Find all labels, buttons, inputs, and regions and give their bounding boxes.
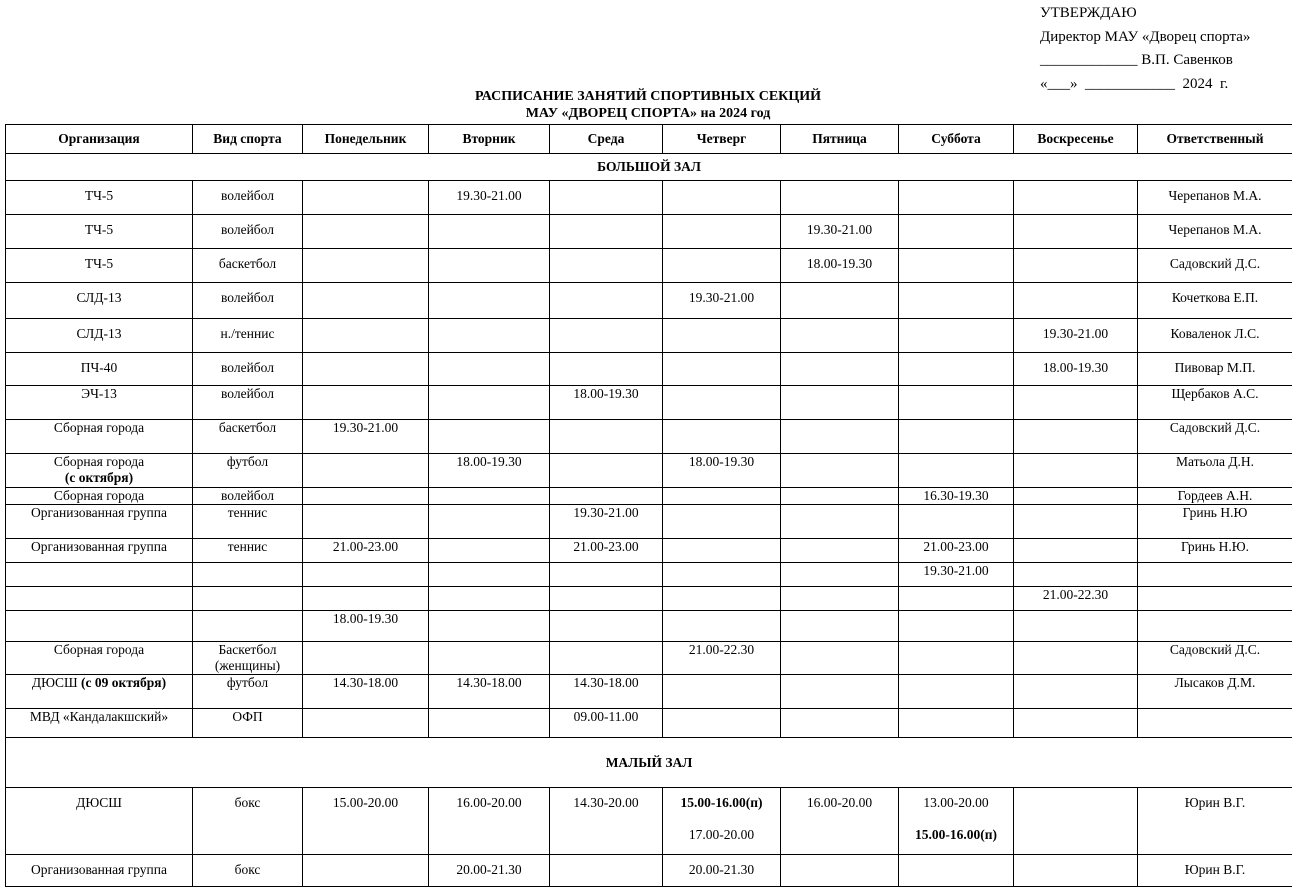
table-row [6,505,1292,539]
cell-organization: Организованная группа [6,505,193,539]
cell-saturday [899,675,1014,709]
cell-organization: ЭЧ-13 [6,386,193,420]
cell-friday [781,319,899,353]
cell-thursday [663,249,781,283]
cell-monday [303,642,429,675]
cell-saturday: 19.30-21.00 [899,563,1014,587]
cell-thursday: 20.00-21.30 [663,855,781,887]
table-row [6,587,1292,611]
cell-wednesday: 14.30-20.00 [550,788,663,855]
cell-sunday [1014,181,1138,215]
org-name: ДЮСШ [32,675,81,690]
table-row [6,420,1292,454]
cell-saturday: 21.00-23.00 [899,539,1014,563]
cell-saturday [899,505,1014,539]
cell-wednesday: 18.00-19.30 [550,386,663,420]
cell-responsible: Черепанов М.А. [1138,181,1292,215]
cell-thursday [663,215,781,249]
cell-friday [781,488,899,505]
cell-wednesday [550,181,663,215]
cell-saturday [899,611,1014,642]
section-small-hall: МАЛЫЙ ЗАЛ [6,738,1292,788]
cell-sport: бокс [193,788,303,855]
cell-sunday [1014,505,1138,539]
cell-tuesday [429,249,550,283]
cell-sport: н./теннис [193,319,303,353]
org-note: (с октября) [8,470,190,486]
cell-wednesday [550,319,663,353]
cell-saturday [899,181,1014,215]
org-note: (с 09 октября) [81,675,166,690]
section-row [6,154,1292,181]
header-thursday: Четверг [663,125,781,154]
cell-monday [303,587,429,611]
cell-friday [781,386,899,420]
cell-organization: Сборная города [6,642,193,675]
cell-sunday [1014,215,1138,249]
time-slot: 17.00-20.00 [665,827,778,843]
cell-monday [303,181,429,215]
cell-sunday [1014,488,1138,505]
header-responsible: Ответственный [1138,125,1292,154]
cell-thursday: 18.00-19.30 [663,454,781,488]
cell-monday: 14.30-18.00 [303,675,429,709]
cell-friday [781,353,899,386]
cell-tuesday [429,420,550,454]
cell-sunday [1014,709,1138,738]
cell-responsible: Кочеткова Е.П. [1138,283,1292,319]
table-row [6,563,1292,587]
document-title: РАСПИСАНИЕ ЗАНЯТИЙ СПОРТИВНЫХ СЕКЦИЙ [0,88,1292,105]
cell-responsible [1138,709,1292,738]
table-row [6,283,1292,319]
cell-sunday: 19.30-21.00 [1014,319,1138,353]
cell-sport: футбол [193,454,303,488]
cell-wednesday: 21.00-23.00 [550,539,663,563]
cell-saturday [899,319,1014,353]
cell-monday [303,215,429,249]
cell-organization [6,454,193,488]
table-row [6,675,1292,709]
table-row [6,611,1292,642]
cell-tuesday [429,539,550,563]
cell-friday [781,454,899,488]
cell-monday [303,249,429,283]
cell-friday [781,709,899,738]
cell-organization: СЛД-13 [6,283,193,319]
cell-thursday [663,539,781,563]
cell-monday: 15.00-20.00 [303,788,429,855]
cell-tuesday: 19.30-21.00 [429,181,550,215]
cell-responsible [1138,563,1292,587]
cell-thursday [663,563,781,587]
cell-thursday [663,611,781,642]
cell-monday [303,283,429,319]
cell-sunday [1014,642,1138,675]
cell-sport: волейбол [193,283,303,319]
table-row [6,709,1292,738]
table-row [6,454,1292,488]
cell-sport: Баскетбол (женщины) [193,642,303,675]
header-sport: Вид спорта [193,125,303,154]
cell-monday: 19.30-21.00 [303,420,429,454]
header-saturday: Суббота [899,125,1014,154]
cell-friday [781,675,899,709]
table-row [6,642,1292,675]
cell-sport: ОФП [193,709,303,738]
cell-saturday [899,454,1014,488]
cell-wednesday [550,642,663,675]
approval-line-3: _____________ В.П. Савенков [1040,49,1250,73]
cell-monday [303,709,429,738]
cell-saturday [899,249,1014,283]
document-subtitle: МАУ «ДВОРЕЦ СПОРТА» на 2024 год [0,105,1292,122]
cell-saturday [899,215,1014,249]
cell-responsible: Садовский Д.С. [1138,249,1292,283]
cell-friday [781,283,899,319]
org-name: Сборная города [54,454,144,469]
cell-sport: волейбол [193,386,303,420]
cell-organization: ТЧ-5 [6,181,193,215]
cell-thursday [663,353,781,386]
cell-monday [303,563,429,587]
cell-organization: ТЧ-5 [6,249,193,283]
cell-sunday [1014,563,1138,587]
cell-wednesday [550,215,663,249]
cell-tuesday [429,709,550,738]
table-row [6,319,1292,353]
cell-sport: баскетбол [193,420,303,454]
header-wednesday: Среда [550,125,663,154]
cell-responsible: Пивовар М.П. [1138,353,1292,386]
schedule-table [5,124,1292,887]
cell-responsible: Лысаков Д.М. [1138,675,1292,709]
cell-sunday [1014,249,1138,283]
cell-monday [303,319,429,353]
section-row [6,738,1292,788]
cell-saturday [899,788,1014,855]
time-slot: 15.00-16.00(п) [665,795,778,811]
table-row [6,788,1292,855]
cell-wednesday [550,611,663,642]
cell-friday: 18.00-19.30 [781,249,899,283]
cell-friday: 19.30-21.00 [781,215,899,249]
cell-wednesday [550,454,663,488]
cell-organization: МВД «Кандалакшский» [6,709,193,738]
cell-saturday [899,642,1014,675]
cell-sunday [1014,454,1138,488]
cell-sunday: 18.00-19.30 [1014,353,1138,386]
cell-responsible: Садовский Д.С. [1138,642,1292,675]
cell-tuesday [429,283,550,319]
time-slot: 15.00-16.00(п) [901,827,1011,843]
cell-friday [781,611,899,642]
cell-tuesday [429,611,550,642]
cell-organization [6,563,193,587]
cell-responsible: Гринь Н.Ю [1138,505,1292,539]
cell-organization: Сборная города [6,420,193,454]
cell-thursday [663,420,781,454]
cell-tuesday [429,587,550,611]
cell-responsible: Матьола Д.Н. [1138,454,1292,488]
cell-sport: бокс [193,855,303,887]
cell-responsible: Щербаков А.С. [1138,386,1292,420]
cell-wednesday [550,563,663,587]
cell-tuesday [429,488,550,505]
cell-organization [6,675,193,709]
cell-organization: ТЧ-5 [6,215,193,249]
approval-line-2: Директор МАУ «Дворец спорта» [1040,26,1250,50]
header-monday: Понедельник [303,125,429,154]
cell-thursday [663,319,781,353]
cell-wednesday [550,353,663,386]
header-row [6,125,1292,154]
cell-organization [6,611,193,642]
cell-sport: баскетбол [193,249,303,283]
cell-sport: теннис [193,505,303,539]
cell-thursday [663,505,781,539]
cell-organization: ДЮСШ [6,788,193,855]
cell-thursday [663,675,781,709]
cell-monday [303,505,429,539]
cell-friday [781,563,899,587]
cell-responsible: Юрин В.Г. [1138,788,1292,855]
cell-tuesday [429,353,550,386]
header-sunday: Воскресенье [1014,125,1138,154]
cell-friday [781,539,899,563]
cell-tuesday [429,386,550,420]
cell-wednesday [550,488,663,505]
cell-responsible: Юрин В.Г. [1138,855,1292,887]
header-tuesday: Вторник [429,125,550,154]
cell-saturday [899,855,1014,887]
cell-sunday [1014,855,1138,887]
cell-responsible: Садовский Д.С. [1138,420,1292,454]
cell-friday [781,587,899,611]
header-friday: Пятница [781,125,899,154]
cell-friday [781,505,899,539]
cell-sport: волейбол [193,353,303,386]
approval-line-1: УТВЕРЖДАЮ [1040,2,1250,26]
cell-friday [781,642,899,675]
cell-responsible: Черепанов М.А. [1138,215,1292,249]
cell-sunday [1014,386,1138,420]
cell-saturday: 16.30-19.30 [899,488,1014,505]
time-slot: 13.00-20.00 [901,795,1011,811]
cell-tuesday: 18.00-19.30 [429,454,550,488]
cell-organization: Организованная группа [6,855,193,887]
cell-monday [303,488,429,505]
cell-sport [193,611,303,642]
cell-monday [303,454,429,488]
cell-organization: ПЧ-40 [6,353,193,386]
cell-organization [6,587,193,611]
table-row [6,215,1292,249]
cell-responsible: Коваленок Л.С. [1138,319,1292,353]
cell-sport: волейбол [193,488,303,505]
cell-monday [303,386,429,420]
cell-tuesday: 16.00-20.00 [429,788,550,855]
cell-wednesday: 19.30-21.00 [550,505,663,539]
cell-friday [781,420,899,454]
cell-wednesday: 09.00-11.00 [550,709,663,738]
cell-thursday [663,181,781,215]
approval-block [1040,2,1250,96]
cell-organization: СЛД-13 [6,319,193,353]
cell-organization: Организованная группа [6,539,193,563]
cell-sunday [1014,675,1138,709]
table-row [6,855,1292,887]
table-row [6,249,1292,283]
cell-monday [303,353,429,386]
cell-tuesday [429,563,550,587]
cell-wednesday [550,283,663,319]
cell-responsible: Гордеев А.Н. [1138,488,1292,505]
cell-thursday [663,488,781,505]
cell-sunday: 21.00-22.30 [1014,587,1138,611]
cell-responsible: Гринь Н.Ю. [1138,539,1292,563]
table-row [6,181,1292,215]
cell-sport: футбол [193,675,303,709]
cell-thursday [663,386,781,420]
cell-saturday [899,420,1014,454]
cell-sport [193,563,303,587]
cell-tuesday [429,215,550,249]
cell-responsible [1138,611,1292,642]
cell-monday: 21.00-23.00 [303,539,429,563]
cell-sunday [1014,539,1138,563]
cell-sport: теннис [193,539,303,563]
cell-thursday [663,709,781,738]
cell-friday: 16.00-20.00 [781,788,899,855]
cell-thursday: 21.00-22.30 [663,642,781,675]
approval-line-4: «___» ____________ 2024 г. [1040,73,1250,97]
cell-wednesday [550,420,663,454]
table-row [6,353,1292,386]
cell-tuesday [429,319,550,353]
cell-saturday [899,587,1014,611]
table-row [6,488,1292,505]
table-row [6,539,1292,563]
cell-saturday [899,353,1014,386]
cell-saturday [899,709,1014,738]
cell-saturday [899,386,1014,420]
cell-friday [781,855,899,887]
cell-thursday [663,788,781,855]
cell-saturday [899,283,1014,319]
cell-sport [193,587,303,611]
cell-tuesday [429,642,550,675]
cell-thursday [663,587,781,611]
cell-sport: волейбол [193,215,303,249]
table-row [6,386,1292,420]
cell-sunday [1014,788,1138,855]
cell-sport: волейбол [193,181,303,215]
cell-tuesday [429,505,550,539]
cell-sunday [1014,283,1138,319]
cell-thursday: 19.30-21.00 [663,283,781,319]
cell-wednesday [550,855,663,887]
cell-wednesday: 14.30-18.00 [550,675,663,709]
cell-tuesday: 20.00-21.30 [429,855,550,887]
cell-friday [781,181,899,215]
cell-wednesday [550,587,663,611]
cell-tuesday: 14.30-18.00 [429,675,550,709]
cell-responsible [1138,587,1292,611]
cell-sunday [1014,611,1138,642]
cell-organization: Сборная города [6,488,193,505]
section-big-hall: БОЛЬШОЙ ЗАЛ [6,154,1292,181]
cell-monday: 18.00-19.30 [303,611,429,642]
cell-wednesday [550,249,663,283]
header-organization: Организация [6,125,193,154]
cell-monday [303,855,429,887]
cell-sunday [1014,420,1138,454]
